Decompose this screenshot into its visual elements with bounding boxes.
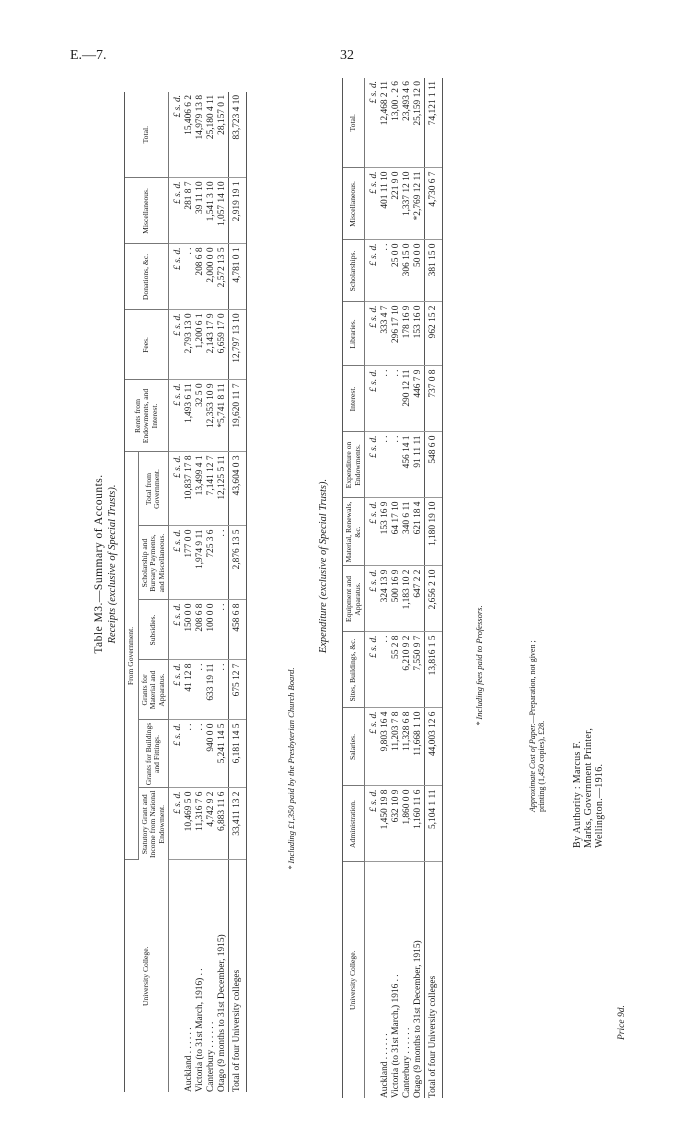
unit-cell: £ s. d. [365,78,381,168]
college-name: Otago (9 months to 31st December, 1915) [413,940,423,1098]
table-cell: 50 0 0 [413,240,425,302]
receipts-col-statutory: Statutory Grant and Income from National Endowment. [138,788,169,860]
expend-col-equipment: Equipment and Apparatus. [343,566,365,632]
table-cell: 208 6 8 [195,244,206,310]
expend-col-admin: Administration. [343,786,365,862]
table-row [217,92,229,1092]
total-label: Total of four University colleges [425,862,443,1098]
table-cell: 13,499 4 1 [195,452,206,526]
table-cell: 28,157 0 1 [217,92,229,178]
table-cell: 150 0 0 [184,600,195,660]
table-cell: 1,450 19 8 [380,786,391,862]
unit-cell: £ s. d. [169,452,185,526]
total-cell: 737 0 8 [425,366,443,432]
unit-cell: £ s. d. [365,302,381,366]
table-cell: 91 11 11 [413,432,425,498]
expend-col-interest: Interest. [343,366,365,432]
receipts-col-scholarship: Scholarship and Bursary Payments, and Miscellaneous. [138,526,169,600]
total-label: Total of four University colleges [229,860,247,1092]
table-cell: 725 3 6 [206,526,217,600]
table-cell: 633 19 11 [206,660,217,720]
table-cell: 1,541 3 10 [206,178,217,244]
total-cell: 458 6 8 [229,600,247,660]
total-cell: 6,181 14 5 [229,720,247,788]
expend-col-material: Material, Renewals, &c. [343,498,365,566]
table-cell: 401 11 10 [380,168,391,240]
table-title-block [92,384,120,744]
table-row [206,92,217,1092]
table-cell: 6,659 17 0 [217,310,229,380]
table-cell: 32 5 0 [195,380,206,452]
table-cell: 7,550 9 7 [413,632,425,708]
table-cell: 12,125 5 11 [217,452,229,526]
total-cell: 83,723 4 10 [229,92,247,178]
price-note: Price 9d. [617,1005,627,1040]
total-cell: 1,180 19 10 [425,498,443,566]
table-cell: 296 17 10 [391,302,402,366]
unit-cell: £ s. d. [365,366,381,432]
table-cell: 25,180 4 11 [206,92,217,178]
table-cell: 1,057 14 10 [217,178,229,244]
expend-col-total: Total. [343,78,365,168]
receipts-col-donations: Donations, &c. [125,244,169,310]
table-cell: 1,183 10 2 [402,566,413,632]
table-cell: 12,468 2 11 [380,78,391,168]
unit-cell: £ s. d. [169,244,185,310]
total-cell: 2,919 19 1 [229,178,247,244]
table-cell: 11,203 7 8 [391,708,402,786]
table-cell: 11,328 6 8 [402,708,413,786]
receipts-col-total: Total. [125,92,169,178]
receipts-col-material: Grants for Material and Apparatus. [138,660,169,720]
table-cell: *2,769 12 11 [413,168,425,240]
expend-col-sites: Sites, Buildings, &c. [343,632,365,708]
table-cell: . . [217,600,229,660]
total-cell: 962 15 2 [425,302,443,366]
table-row [413,78,425,1098]
cost-note-text: —Preparation, not given ; printing (1,450 copies), £28. [528,640,546,812]
table-row [391,78,402,1098]
total-cell: 4,730 6 7 [425,168,443,240]
table-cell: 324 13 9 [380,566,391,632]
total-cell: 2,656 2 10 [425,566,443,632]
unit-cell: £ s. d. [365,240,381,302]
table-cell: 340 6 11 [402,498,413,566]
total-cell: 381 15 0 [425,240,443,302]
table-cell: . . [217,660,229,720]
table-cell: 25 0 0 [391,240,402,302]
unit-cell: £ s. d. [365,498,381,566]
table-cell: 500 16 9 [391,566,402,632]
table-cell: 2,793 13 0 [184,310,195,380]
table-cell: . . [195,660,206,720]
table-cell: 64 17 10 [391,498,402,566]
table-cell: 41 12 8 [184,660,195,720]
unit-cell: £ s. d. [169,526,185,600]
table-cell: 153 16 0 [413,302,425,366]
total-cell: 4,781 0 1 [229,244,247,310]
table-cell: 446 7 9 [413,366,425,432]
table-cell: 1,974 9 11 [195,526,206,600]
table-cell: 12,353 10 9 [206,380,217,452]
table-cell: 13,00 . 2 6 [391,78,402,168]
unit-cell: £ s. d. [365,632,381,708]
unit-cell: £ s. d. [169,178,185,244]
table-cell: 25,159 12 0 [413,78,425,168]
expend-col-endowments: Expenditure on Endowments. [343,432,365,498]
table-cell: 10,837 17 8 [184,452,195,526]
table-cell: 100 0 0 [206,600,217,660]
table-cell: 178 16 9 [402,302,413,366]
table-cell: 11,668 1 10 [413,708,425,786]
table-title: Table M3.—Summary of Accounts. [93,474,105,654]
table-cell: 15,406 6 2 [184,92,195,178]
table-row [380,78,391,1098]
expenditure-subtitle: Expenditure (exclusive of Special Trusts). [318,478,329,654]
table-cell: 621 18 4 [413,498,425,566]
total-cell: 5,104 1 11 [425,786,443,862]
receipts-subtitle: Receipts (exclusive of Special Trusts). [107,484,118,644]
expend-col-scholarships: Scholarships. [343,240,365,302]
table-cell: 940 0 0 [206,720,217,788]
expenditure-table [342,78,443,1098]
table-cell: 1,337 12 10 [402,168,413,240]
college-name: Canterbury . . . . . . [206,1021,216,1092]
table-cell: . . [184,720,195,788]
table-cell: 1,860 0 0 [402,786,413,862]
table-cell: 632 10 9 [391,786,402,862]
total-cell: 33,411 13 2 [229,788,247,860]
unit-cell: £ s. d. [169,310,185,380]
table-cell: 177 0 0 [184,526,195,600]
table-cell: 23,493 4 6 [402,78,413,168]
college-name: Otago (9 months to 31st December, 1915) [217,934,227,1092]
cost-note-label: Approximate Cost of Paper. [528,723,537,812]
table-cell: . . [195,720,206,788]
receipts-col-subsidies: Subsidies. [138,600,169,660]
table-cell: 333 4 7 [380,302,391,366]
college-name: Auckland . . . . . . [184,1027,194,1092]
unit-cell: £ s. d. [169,380,185,452]
printer-imprint: By Authority : Marcus F. Marks, Government Printer, Wellington.—1916. [572,727,605,848]
unit-cell: £ s. d. [169,600,185,660]
table-cell: . . [380,432,391,498]
receipts-col-misc: Miscellaneous. [125,178,169,244]
table-cell: 153 16 9 [380,498,391,566]
college-name: Victoria (to 31st March,) 1916 . . [391,974,401,1098]
receipts-col-buildings: Grants for Buildings and Fittings. [138,720,169,788]
table-cell: 208 6 8 [195,600,206,660]
table-cell: 456 14 1 [402,432,413,498]
receipts-group-header: From Government. [125,452,139,860]
unit-cell: £ s. d. [365,566,381,632]
table-cell: 1,493 6 11 [184,380,195,452]
table-cell: 4,742 9 2 [206,788,217,860]
unit-cell: £ s. d. [365,708,381,786]
table-cell: . . [391,366,402,432]
expend-col-salaries: Salaries. [343,708,365,786]
table-cell: 7,141 12 7 [206,452,217,526]
total-cell: 675 12 7 [229,660,247,720]
receipts-col-rents: Rents from Endowments, and Interest. [125,380,169,452]
table-cell: 221 9 0 [391,168,402,240]
page-number: 32 [340,48,354,63]
unit-cell: £ s. d. [365,786,381,862]
table-cell: . . [380,366,391,432]
total-cell: 19,620 11 7 [229,380,247,452]
table-row [402,78,413,1098]
receipts-col-fees: Fees. [125,310,169,380]
unit-cell: £ s. d. [169,788,185,860]
table-cell: 6,210 9 2 [402,632,413,708]
total-cell: 44,003 12 6 [425,708,443,786]
table-cell: 2,000 0 0 [206,244,217,310]
unit-cell: £ s. d. [365,168,381,240]
unit-cell: £ s. d. [169,720,185,788]
receipts-table [124,92,247,1092]
table-cell: 290 12 11 [402,366,413,432]
table-cell: 14,979 13 8 [195,92,206,178]
table-cell: 6,883 11 6 [217,788,229,860]
table-cell: . . [380,240,391,302]
college-name: Victoria (to 31st March, 1916) . . [195,968,205,1092]
expend-col-college: University College. [343,862,365,1098]
expend-col-libraries: Libraries. [343,302,365,366]
units-row [169,92,185,1092]
table-cell: *5,741 8 11 [217,380,229,452]
table-cell: 10,469 5 0 [184,788,195,860]
table-cell: 11,316 7 6 [195,788,206,860]
receipts-col-college: University College. [125,860,169,1092]
table-cell: 39 11 10 [195,178,206,244]
unit-cell: £ s. d. [169,92,185,178]
cost-note [528,640,546,812]
table-cell: 2,143 17 9 [206,310,217,380]
expenditure-footnote: * Including fees paid to Professors. [474,605,484,726]
total-cell: 12,797 13 10 [229,310,247,380]
receipts-col-total-gov: Total from Government. [138,452,169,526]
units-row [365,78,381,1098]
total-row [425,78,443,1098]
table-cell: . . [184,244,195,310]
expend-col-misc: Miscellaneous. [343,168,365,240]
receipts-footnote: * Including £1,350 paid by the Presbyterian Church Board. [286,667,296,870]
table-cell: 281 8 7 [184,178,195,244]
total-cell: 2,876 13 5 [229,526,247,600]
table-cell: 1,200 6 1 [195,310,206,380]
table-row [184,92,195,1092]
table-cell: . . [391,432,402,498]
table-cell: 306 15 0 [402,240,413,302]
college-name: Auckland . . . . . . [380,1033,390,1098]
total-cell: 43,604 0 3 [229,452,247,526]
table-cell: 2,572 13 5 [217,244,229,310]
table-cell: . . [217,526,229,600]
table-cell: 5,241 14 5 [217,720,229,788]
table-cell: 647 2 2 [413,566,425,632]
total-cell: 74,121 1 11 [425,78,443,168]
total-row [229,92,247,1092]
table-cell: 9,803 16 4 [380,708,391,786]
college-name: Canterbury . . . . . . [402,1027,412,1098]
total-cell: 548 6 0 [425,432,443,498]
table-cell: 1,160 11 6 [413,786,425,862]
unit-cell: £ s. d. [365,432,381,498]
series-code: E.—7. [70,48,107,63]
table-cell: 55 2 8 [391,632,402,708]
table-cell: . . [380,632,391,708]
table-row [195,92,206,1092]
unit-cell: £ s. d. [169,660,185,720]
total-cell: 13,816 1 5 [425,632,443,708]
